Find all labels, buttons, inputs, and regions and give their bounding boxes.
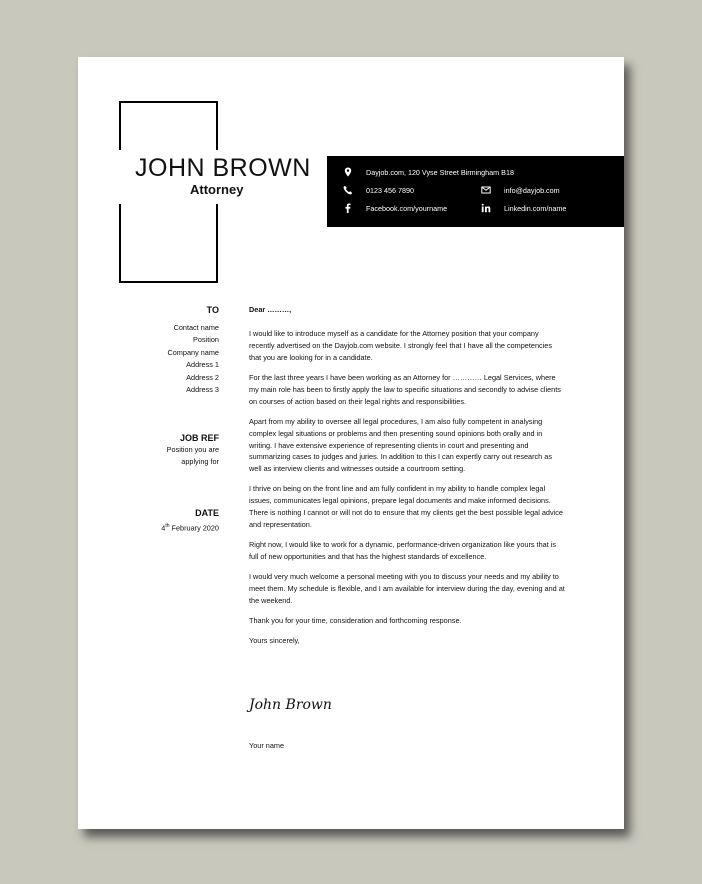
signature: John Brown <box>249 697 332 713</box>
date-suffix: th <box>165 523 170 529</box>
to-section <box>78 304 219 396</box>
to-heading: TO <box>206 305 219 315</box>
cv-page <box>78 57 624 829</box>
letter-paragraph: I would like to introduce myself as a candidate for the Attorney position that your company recently advertised on the Dayjob.com website. I strongly feel that I have all the competencies that you are looking for in a candidate. <box>249 328 552 362</box>
letter-body <box>249 304 566 655</box>
linkedin-icon <box>481 203 491 213</box>
contact-email: info@dayjob.com <box>504 186 560 195</box>
closing: Yours sincerely, <box>249 636 300 646</box>
to-line: Address 2 <box>186 372 219 382</box>
phone-icon <box>343 185 353 195</box>
letter-paragraph: I thrive on being on the front line and am fully confident in my ability to handle complex legal issues, communicates legal opinions, prepare legal documents and make informed decisions. There is nothing I cannot or will not do to ensure that my clients get the best possible legal advice and representation. <box>249 484 563 530</box>
to-line: Address 1 <box>186 360 219 370</box>
contact-phone: 0123 456 7890 <box>366 186 414 195</box>
jobref-line: applying for <box>181 457 219 467</box>
to-line: Company name <box>167 347 219 357</box>
contact-facebook: Facebook.com/yourname <box>366 204 448 213</box>
to-line: Position <box>193 335 219 345</box>
letter-paragraph: I would very much welcome a personal meeting with you to discuss your needs and my ability to meet them. My schedule is flexible, and I am available for interview during the day, evening and at the weekend. <box>249 572 565 606</box>
date-section <box>78 507 219 535</box>
jobref-line: Position you are <box>166 445 219 454</box>
jobref-heading: JOB REF <box>179 433 219 443</box>
letter-paragraph: Apart from my ability to oversee all legal procedures, I am also fully competent in analysing complex legal situations or problems and then presenting sound opinions both orally and in writing. I have extensive experience of representing clients in court and presenting and summarizing cases to judges and juries. In addition to this I can expertly carry out research as well as interview clients and witnesses outside a courtroom setting. <box>249 416 552 474</box>
contact-bar <box>327 156 624 227</box>
letter-paragraph: Thank you for your time, consideration and forthcoming response. <box>249 616 462 626</box>
letter-paragraph: Right now, I would like to work for a dynamic, performance-driven organization like yours that is full of new opportunities and that has the highest standards of excellence. <box>249 540 557 562</box>
email-icon <box>481 185 491 195</box>
to-line: Contact name <box>173 323 219 332</box>
jobref-section <box>78 432 219 469</box>
date-rest: February 2020 <box>169 523 219 533</box>
location-pin-icon <box>343 167 353 177</box>
facebook-icon <box>343 203 353 213</box>
candidate-name: JOHN BROWN <box>135 154 311 182</box>
job-title: Attorney <box>190 182 244 197</box>
date-day: 4 <box>161 523 166 533</box>
date-heading: DATE <box>195 508 219 518</box>
letter-paragraph: For the last three years I have been working as an Attorney for ………… Legal Services, where my main role has been to firstly apply the law to specific situations and secondly to advise clients on courses of action based on their legal rights and responsibilities. <box>249 372 561 406</box>
date-value <box>78 520 219 535</box>
contact-address: Dayjob.com, 120 Vyse Street Birmingham B18 <box>366 168 514 177</box>
salutation: Dear ………, <box>249 305 292 314</box>
contact-linkedin: Linkedin.com/name <box>504 204 567 213</box>
to-line: Address 3 <box>186 385 219 395</box>
your-name: Your name <box>249 741 285 750</box>
